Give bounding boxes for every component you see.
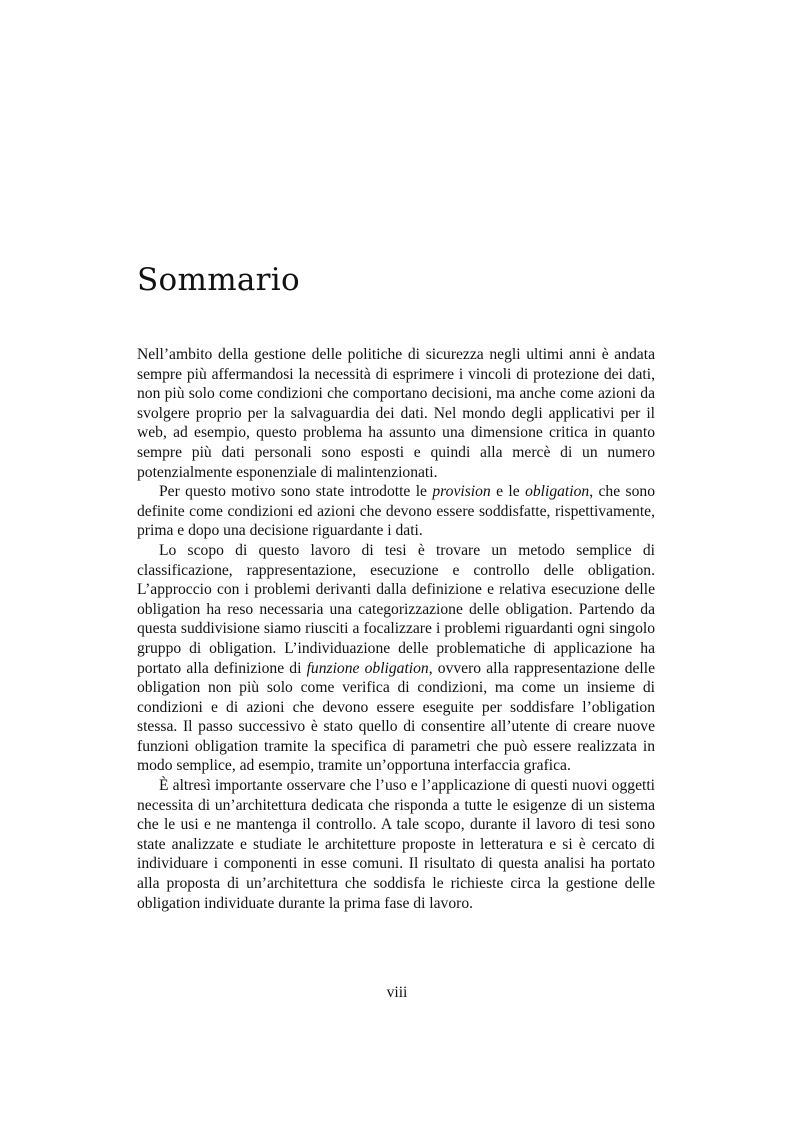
- paragraph-2-text-a: Per questo motivo sono state introdotte le: [159, 483, 433, 501]
- term-provision: provision: [432, 483, 491, 501]
- paragraph-1: Nell’ambito della gestione delle politiche di sicurezza negli ultimi anni è andata sempre più affermandosi la necessità di esprimere i vincoli di protezione dei dati, non più solo come condizioni che comportano decisioni, ma anche come azioni da svolgere proprio per la salvaguardia dei dati. Nel mondo degli applicativi per il web, ad esempio, questo problema ha assunto una dimensione critica in quanto sempre più dati personali sono esposti e quindi alla mercè di un numero potenzialmente esponenziale di malintenzionati.: [137, 346, 655, 481]
- term-obligation: obligation: [525, 483, 590, 501]
- chapter-title: Sommario: [137, 262, 300, 298]
- paragraph-2: [137, 482, 655, 541]
- paragraph-2-text-b: e le: [490, 483, 526, 501]
- paragraph-3-text-b: , ovvero alla rappresentazione delle obligation non più solo come verifica di condizioni, ma come un insieme di condizioni e di azioni che devono essere eseguite per soddisfare l’obligation stessa. Il passo successivo è stato quello di consentire all’utente di creare nuove funzioni obligation tramite la specifica di parametri che può essere realizzata in modo semplice, ad esempio, tramite un’opportuna interfaccia grafica.: [137, 659, 655, 775]
- page-number: viii: [386, 984, 408, 1001]
- paragraph-2-text-c: , che sono definite come condizioni ed azioni che devono essere soddisfatte, rispettivamente, prima e dopo una decisione riguardante i dati.: [137, 483, 655, 540]
- abstract-body: [137, 345, 655, 913]
- paragraph-3-text-a: Lo scopo di questo lavoro di tesi è trovare un metodo semplice di classificazione, rappresentazione, esecuzione e controllo delle obligation. L’approccio con i problemi derivanti dalla definizione e relativa esecuzione delle obligation ha reso necessaria una categorizzazione delle obligation. Partendo da questa suddivisione siamo riusciti a focalizzare i problemi riguardanti ogni singolo gruppo di obligation. L’individuazione delle problematiche di applicazione ha portato alla definizione di: [137, 541, 655, 677]
- term-funzione-obligation: funzione obligation: [306, 659, 429, 677]
- paragraph-3: [137, 541, 655, 776]
- paragraph-4: È altresì importante osservare che l’uso e l’applicazione di questi nuovi oggetti necessita di un’architettura dedicata che risponda a tutte le esigenze di un sistema che le usi e ne mantenga il controllo. A tale scopo, durante il lavoro di tesi sono state analizzate e studiate le architetture proposte in letteratura e si è cercato di individuare i componenti in esse comuni. Il risultato di questa analisi ha portato alla proposta di un’architettura che soddisfa le richieste circa la gestione delle obligation individuate durante la prima fase di lavoro.: [137, 777, 655, 912]
